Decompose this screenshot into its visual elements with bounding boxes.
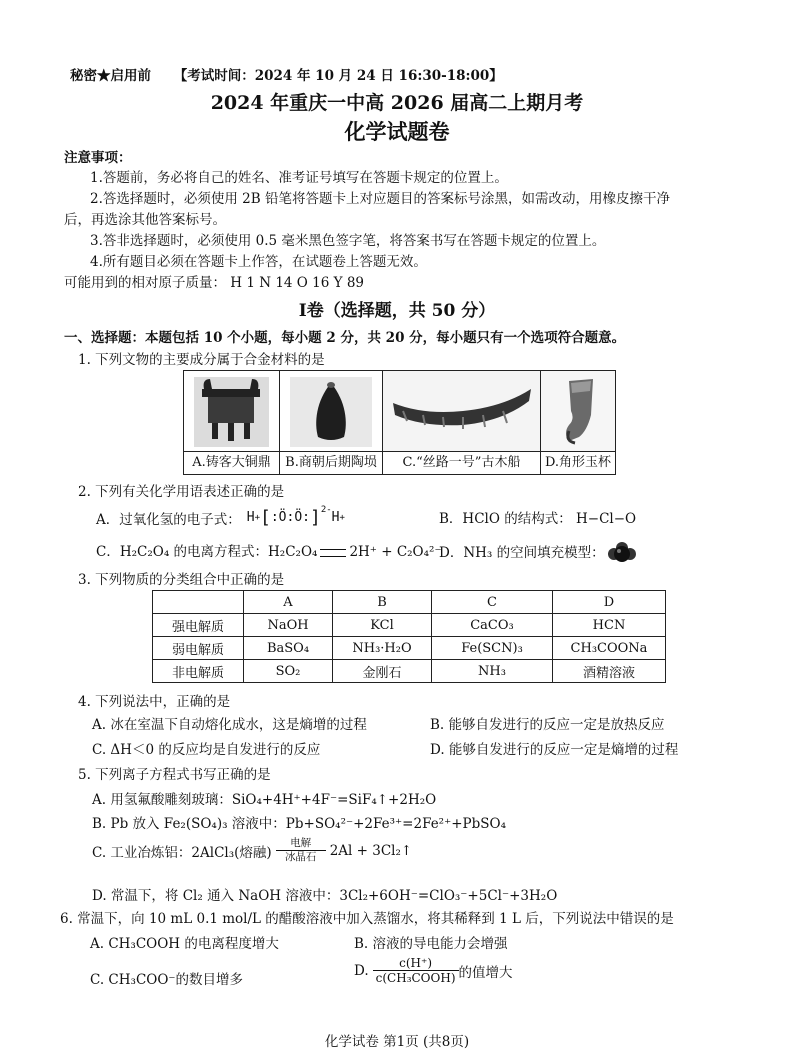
table-header-cell: A <box>244 591 333 614</box>
table-cell: Fe(SCN)₃ <box>432 637 553 660</box>
q4-option-c: C. ΔH＜0 的反应均是自发进行的反应 <box>92 742 321 758</box>
question-2-stem: 2. 下列有关化学用语表述正确的是 <box>78 484 285 500</box>
table-cell: 酒精溶液 <box>553 660 666 683</box>
bracket-right: ] <box>309 507 321 528</box>
question-6-stem: 6. 常温下，向 10 mL 0.1 mol/L 的醋酸溶液中加入蒸馏水，将其稀释到 1 L 后，下列说法中错误的是 <box>60 911 674 927</box>
note-item: 4.所有题目必须在答题卡上作答，在试题卷上答题无效。 <box>90 254 427 270</box>
q2-option-a <box>96 504 345 528</box>
table-row <box>153 614 666 637</box>
q1-option-b-cell <box>280 371 383 475</box>
table-cell: HCN <box>553 614 666 637</box>
table-cell: BaSO₄ <box>244 637 333 660</box>
reversible-equal-sign <box>320 549 346 557</box>
table-cell: 非电解质 <box>153 660 244 683</box>
table-cell: 金刚石 <box>333 660 432 683</box>
q6-d-tail: 的值增大 <box>458 964 513 981</box>
q2-option-b: B．HClO 的结构式： H−Cl−O <box>439 511 637 527</box>
table-cell: NH₃·H₂O <box>333 637 432 660</box>
table-row <box>153 637 666 660</box>
hydrogen-symbol: H <box>246 510 255 525</box>
q2-option-d <box>439 540 639 562</box>
page-footer: 化学试卷 第1页 (共8页) <box>324 1034 470 1050</box>
q5-option-c <box>92 838 412 863</box>
wooden-boat-image <box>383 371 540 451</box>
h2o2-electron-formula <box>246 504 345 528</box>
note-item: 3.答非选择题时，必须使用 0.5 毫米黑色签字笔，将答案书写在答题卡规定的位置上。 <box>90 233 606 249</box>
q1-option-a: A.铸客大铜鼎 <box>184 451 279 474</box>
table-header-cell: D <box>553 591 666 614</box>
exam-title: 2024 年重庆一中高 2026 届高二上期月考 <box>210 92 584 114</box>
notes-heading: 注意事项： <box>64 150 132 166</box>
table-cell: NH₃ <box>432 660 553 683</box>
atomic-mass: 可能用到的相对原子质量： H 1 N 14 O 16 Y 89 <box>64 275 365 291</box>
q3-classification-table <box>152 590 666 683</box>
table-row <box>153 591 666 614</box>
header-line <box>70 64 521 84</box>
jade-cup-image <box>541 371 615 451</box>
note-item: 后，再选涂其他答案标号。 <box>64 212 226 228</box>
q1-option-c-cell <box>383 371 541 475</box>
bracket-left: [ <box>260 507 271 528</box>
electrolysis-condition <box>276 838 326 863</box>
table-header-cell: C <box>432 591 553 614</box>
exam-subtitle: 化学试题卷 <box>344 120 450 144</box>
q1-option-d: D.角形玉杯 <box>541 451 615 474</box>
oxygen-symbol: Ö: <box>294 510 310 525</box>
question-5-stem: 5. 下列离子方程式书写正确的是 <box>78 767 271 783</box>
q6-option-d <box>354 956 513 985</box>
q1-option-c: C.“丝路一号”古木船 <box>383 451 540 474</box>
secret-label: 秘密★启用前 <box>70 68 151 84</box>
q6-option-c: C. CH₃COO⁻的数目增多 <box>90 972 244 988</box>
q2-c-products: 2H⁺ + C₂O₄²⁻ <box>349 544 442 560</box>
q1-image-table <box>183 370 616 475</box>
table-cell: KCl <box>333 614 432 637</box>
charge: 2- <box>320 504 332 515</box>
condition-top: 电解 <box>290 837 312 849</box>
q5-option-d: D. 常温下，将 Cl₂ 通入 NaOH 溶液中：3Cl₂+6OH⁻=ClO₃⁻+5Cl⁻+3H₂O <box>92 888 558 904</box>
q5-option-a: A. 用氢氟酸雕刻玻璃：SiO₄+4H⁺+4F⁻=SiF₄↑+2H₂O <box>92 792 437 808</box>
table-cell: NaOH <box>244 614 333 637</box>
section-title: Ⅰ卷（选择题，共 50 分） <box>298 301 496 321</box>
note-item: 2.答选择题时，必须使用 2B 铅笔将答题卡上对应题目的答案标号涂黑，如需改动，用橡皮擦干净 <box>90 191 670 207</box>
table-cell: 弱电解质 <box>153 637 244 660</box>
nh3-space-filling-model-icon <box>605 540 639 562</box>
question-1-stem: 1. 下列文物的主要成分属于合金材料的是 <box>78 352 325 368</box>
q4-option-b: B. 能够自发进行的反应一定是放热反应 <box>430 717 665 733</box>
question-3-stem: 3. 下列物质的分类组合中正确的是 <box>78 572 285 588</box>
q4-option-a: A. 冰在室温下自动熔化成水，这是熵增的过程 <box>92 717 367 733</box>
table-cell: CaCO₃ <box>432 614 553 637</box>
hydrogen-symbol: H <box>331 510 340 525</box>
q5-option-b: B. Pb 放入 Fe₂(SO₄)₃ 溶液中：Pb+SO₄²⁻+2Fe³⁺=2Fe²⁺+PbSO₄ <box>92 816 506 832</box>
q6-d-label: D. <box>354 962 369 979</box>
q1-option-a-cell <box>184 371 280 475</box>
pottery-xun-image <box>280 371 382 451</box>
table-cell: CH₃COONa <box>553 637 666 660</box>
table-cell: SO₂ <box>244 660 333 683</box>
concentration-ratio <box>373 956 459 985</box>
q1-option-d-cell <box>541 371 616 475</box>
section-instruction: 一、选择题：本题包括 10 个小题，每小题 2 分，共 20 分，每小题只有一个选项符合题意。 <box>64 330 626 346</box>
question-4-stem: 4. 下列说法中，正确的是 <box>78 694 231 710</box>
q1-option-b: B.商朝后期陶埙 <box>280 451 382 474</box>
fraction-denominator: c(CH₃COOH) <box>375 971 456 985</box>
table-header-cell <box>153 591 244 614</box>
charge: + <box>339 512 345 523</box>
oxygen-symbol: :Ö: <box>270 510 295 525</box>
bronze-ding-image <box>184 371 279 451</box>
table-header-cell: B <box>333 591 432 614</box>
q6-option-b: B. 溶液的导电能力会增强 <box>354 936 508 952</box>
q2-d-label: D．NH₃ 的空间填充模型： <box>439 545 605 561</box>
table-cell: 强电解质 <box>153 614 244 637</box>
q5-c-products: 2Al + 3Cl₂↑ <box>329 842 413 859</box>
q2-c-label: C．H₂C₂O₄ 的电离方程式：H₂C₂O₄ <box>96 544 318 560</box>
fraction-numerator: c(H⁺) <box>373 956 459 971</box>
exam-time: 【考试时间：2024 年 10 月 24 日 16:30-18:00】 <box>173 68 503 84</box>
q5-c-label: C. 工业冶炼铝：2AlCl₃(熔融) <box>92 844 272 861</box>
q4-option-d: D. 能够自发进行的反应一定是熵增的过程 <box>430 742 679 758</box>
charge: + <box>254 512 260 523</box>
q2-a-label: A．过氧化氢的电子式： <box>96 511 241 528</box>
q6-option-a: A. CH₃COOH 的电离程度增大 <box>90 936 279 952</box>
table-row <box>153 660 666 683</box>
q2-option-c <box>96 540 442 560</box>
condition-bottom: 冰晶石 <box>284 851 317 863</box>
note-item: 1.答题前，务必将自己的姓名、准考证号填写在答题卡规定的位置上。 <box>90 170 508 186</box>
